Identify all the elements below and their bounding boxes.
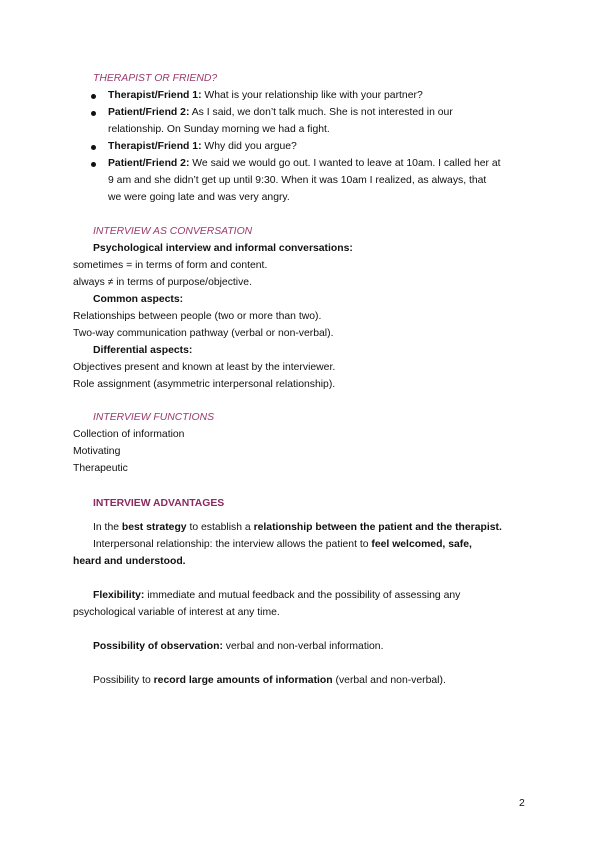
function-item: Motivating <box>73 446 121 457</box>
dialogue-line-4-cont: we were going late and was very angry. <box>108 192 290 203</box>
bold-run: relationship between the patient and the therapist. <box>253 522 502 533</box>
paragraph-line: Relationships between people (two or more than two). <box>73 311 322 322</box>
text-run: immediate and mutual feedback and the possibility of assessing any <box>144 590 461 601</box>
bold-run: heard and understood. <box>73 556 186 567</box>
paragraph-line: Two-way communication pathway (verbal or non-verbal). <box>73 328 334 339</box>
dialogue-line-4-cont: 9 am and she didn’t get up until 9:30. When it was 10am I realized, as always, that <box>108 175 487 186</box>
text-run: (verbal and non-verbal). <box>332 675 446 686</box>
bullet-icon <box>91 145 96 150</box>
paragraph-line: sometimes = in terms of form and content. <box>73 260 268 271</box>
text-run: In the <box>93 522 122 533</box>
bold-run: best strategy <box>121 522 187 533</box>
dialogue-line-4 <box>108 157 501 171</box>
text-run: Interpersonal relationship: the interview allows the patient to <box>93 539 372 550</box>
dialogue-text: As I said, we don’t talk much. She is not interested in our <box>189 107 453 118</box>
dialogue-line-2 <box>108 106 453 120</box>
text-run: verbal and non-verbal information. <box>222 641 384 652</box>
dialogue-line-1 <box>108 89 423 103</box>
subheading <box>93 293 183 307</box>
heading-interview-as-conversation: INTERVIEW AS CONVERSATION <box>93 226 253 237</box>
paragraph-line: Objectives present and known at least by the interviewer. <box>73 362 336 373</box>
speaker-label: Patient/Friend 2: <box>108 107 190 118</box>
page-number: 2 <box>519 798 525 809</box>
advantage-paragraph-3-cont: psychological variable of interest at any time. <box>73 607 280 618</box>
heading-therapist-or-friend: THERAPIST OR FRIEND? <box>93 73 218 84</box>
function-item: Collection of information <box>73 429 185 440</box>
heading-interview-advantages: INTERVIEW ADVANTAGES <box>93 498 225 509</box>
subheading-text: Psychological interview and informal conversations: <box>93 243 353 254</box>
function-item: Therapeutic <box>73 463 128 474</box>
speaker-label: Patient/Friend 2: <box>108 158 190 169</box>
text-run: Possibility to <box>93 675 154 686</box>
advantage-paragraph-2-cont <box>73 555 186 569</box>
bold-run: feel welcomed, safe, <box>371 539 472 550</box>
subheading-text: Common aspects: <box>93 294 184 305</box>
subheading <box>93 344 192 358</box>
bullet-icon <box>91 162 96 167</box>
heading-interview-functions: INTERVIEW FUNCTIONS <box>93 412 215 423</box>
bold-run: Flexibility: <box>93 590 145 601</box>
dialogue-text: What is your relationship like with your partner? <box>201 90 423 101</box>
speaker-label: Therapist/Friend 1: <box>108 90 202 101</box>
paragraph-line: always ≠ in terms of purpose/objective. <box>73 277 252 288</box>
bullet-icon <box>91 111 96 116</box>
dialogue-line-3 <box>108 140 297 154</box>
advantage-paragraph-1 <box>93 521 502 535</box>
bold-run: record large amounts of information <box>153 675 333 686</box>
subheading <box>93 242 353 256</box>
paragraph-line: Role assignment (asymmetric interpersonal relationship). <box>73 379 336 390</box>
dialogue-text: We said we would go out. I wanted to leave at 10am. I called her at <box>189 158 501 169</box>
dialogue-line-2-cont: relationship. On Sunday morning we had a fight. <box>108 124 330 135</box>
advantage-paragraph-5 <box>93 674 446 688</box>
dialogue-text: Why did you argue? <box>201 141 297 152</box>
advantage-paragraph-4 <box>93 640 383 654</box>
advantage-paragraph-3 <box>93 589 460 603</box>
bullet-icon <box>91 94 96 99</box>
bold-run: Possibility of observation: <box>93 641 223 652</box>
speaker-label: Therapist/Friend 1: <box>108 141 202 152</box>
subheading-text: Differential aspects: <box>93 345 193 356</box>
text-run: to establish a <box>186 522 254 533</box>
advantage-paragraph-2 <box>93 538 472 552</box>
